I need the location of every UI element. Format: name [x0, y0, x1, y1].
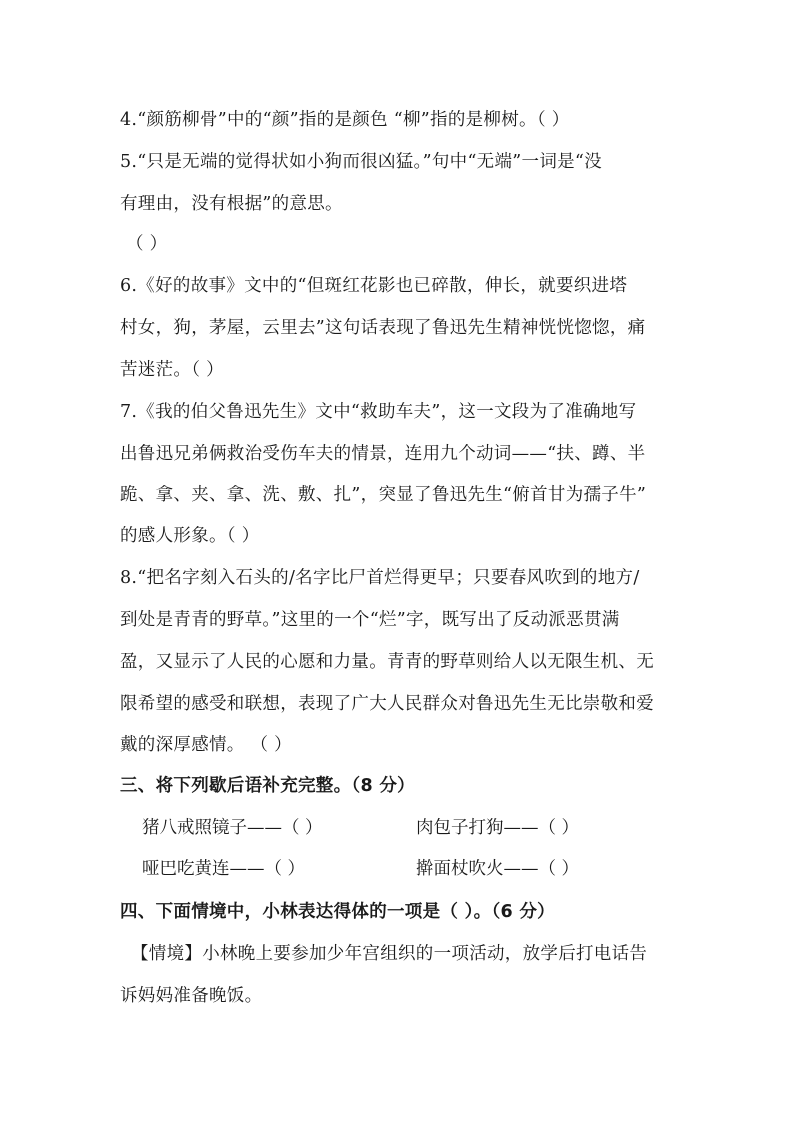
xiehouyu-3: 哑巴吃黄连——（ ）: [142, 859, 306, 879]
section-3-heading: 三、将下列歇后语补充完整。（8 分）: [120, 776, 415, 796]
q6-line-2: 村女，狗，茅屋，云里去”这句话表现了鲁迅先生精神恍恍惚惚，痛: [120, 318, 646, 338]
q8-line-1: 8.“把名字刻入石头的/名字比尸首烂得更早；只要春风吹到的地方/: [120, 568, 640, 588]
q5-answer-paren: （ ）: [126, 234, 168, 254]
q6-line-3: 苦迷茫。（ ）: [120, 360, 224, 380]
q7-line-1: 7.《我的伯父鲁迅先生》文中“救助车夫”，这一文段为了准确地写: [120, 402, 637, 422]
section-4-heading: 四、下面情境中，小林表达得体的一项是（ ）。（6 分）: [120, 902, 555, 922]
context-line-1: 【情境】小林晚上要参加少年宫组织的一项活动，放学后打电话告: [131, 944, 648, 964]
q8-line-4: 限希望的感受和联想，表现了广大人民群众对鲁迅先生无比崇敬和爱: [120, 694, 654, 714]
q6-line-1: 6.《好的故事》文中的“但斑红花影也已碎散，伸长，就要织进塔: [120, 276, 628, 296]
xiehouyu-4: 擀面杖吹火——（ ）: [416, 859, 580, 879]
q8-line-3: 盈，又显示了人民的心愿和力量。青青的野草则给人以无限生机、无: [120, 652, 654, 672]
xiehouyu-1: 猪八戒照镜子——（ ）: [142, 818, 323, 838]
context-line-2: 诉妈妈准备晚饭。: [120, 986, 263, 1006]
q8-line-5: 戴的深厚感情。 （ ）: [120, 735, 292, 755]
q8-line-2: 到处是青青的野草。”这里的一个“烂”字，既写出了反动派恶贯满: [120, 610, 620, 630]
q7-line-2: 出鲁迅兄弟俩救治受伤车夫的情景，连用九个动词——“扶、蹲、半: [120, 444, 646, 464]
xiehouyu-2: 肉包子打狗——（ ）: [416, 818, 580, 838]
q7-line-3: 跪、拿、夹、拿、洗、敷、扎”，突显了鲁迅先生“俯首甘为孺子牛”: [120, 485, 647, 505]
q5-line-1: 5.“只是无端的觉得状如小狗而很凶猛。”句中“无端”一词是“没: [120, 152, 602, 172]
q5-line-2: 有理由，没有根据”的意思。: [120, 194, 343, 214]
q7-line-4: 的感人形象。（ ）: [120, 526, 260, 546]
q4-line: 4.“颜筋柳骨”中的“颜”指的是颜色 “柳”指的是柳树。（ ）: [120, 110, 570, 130]
